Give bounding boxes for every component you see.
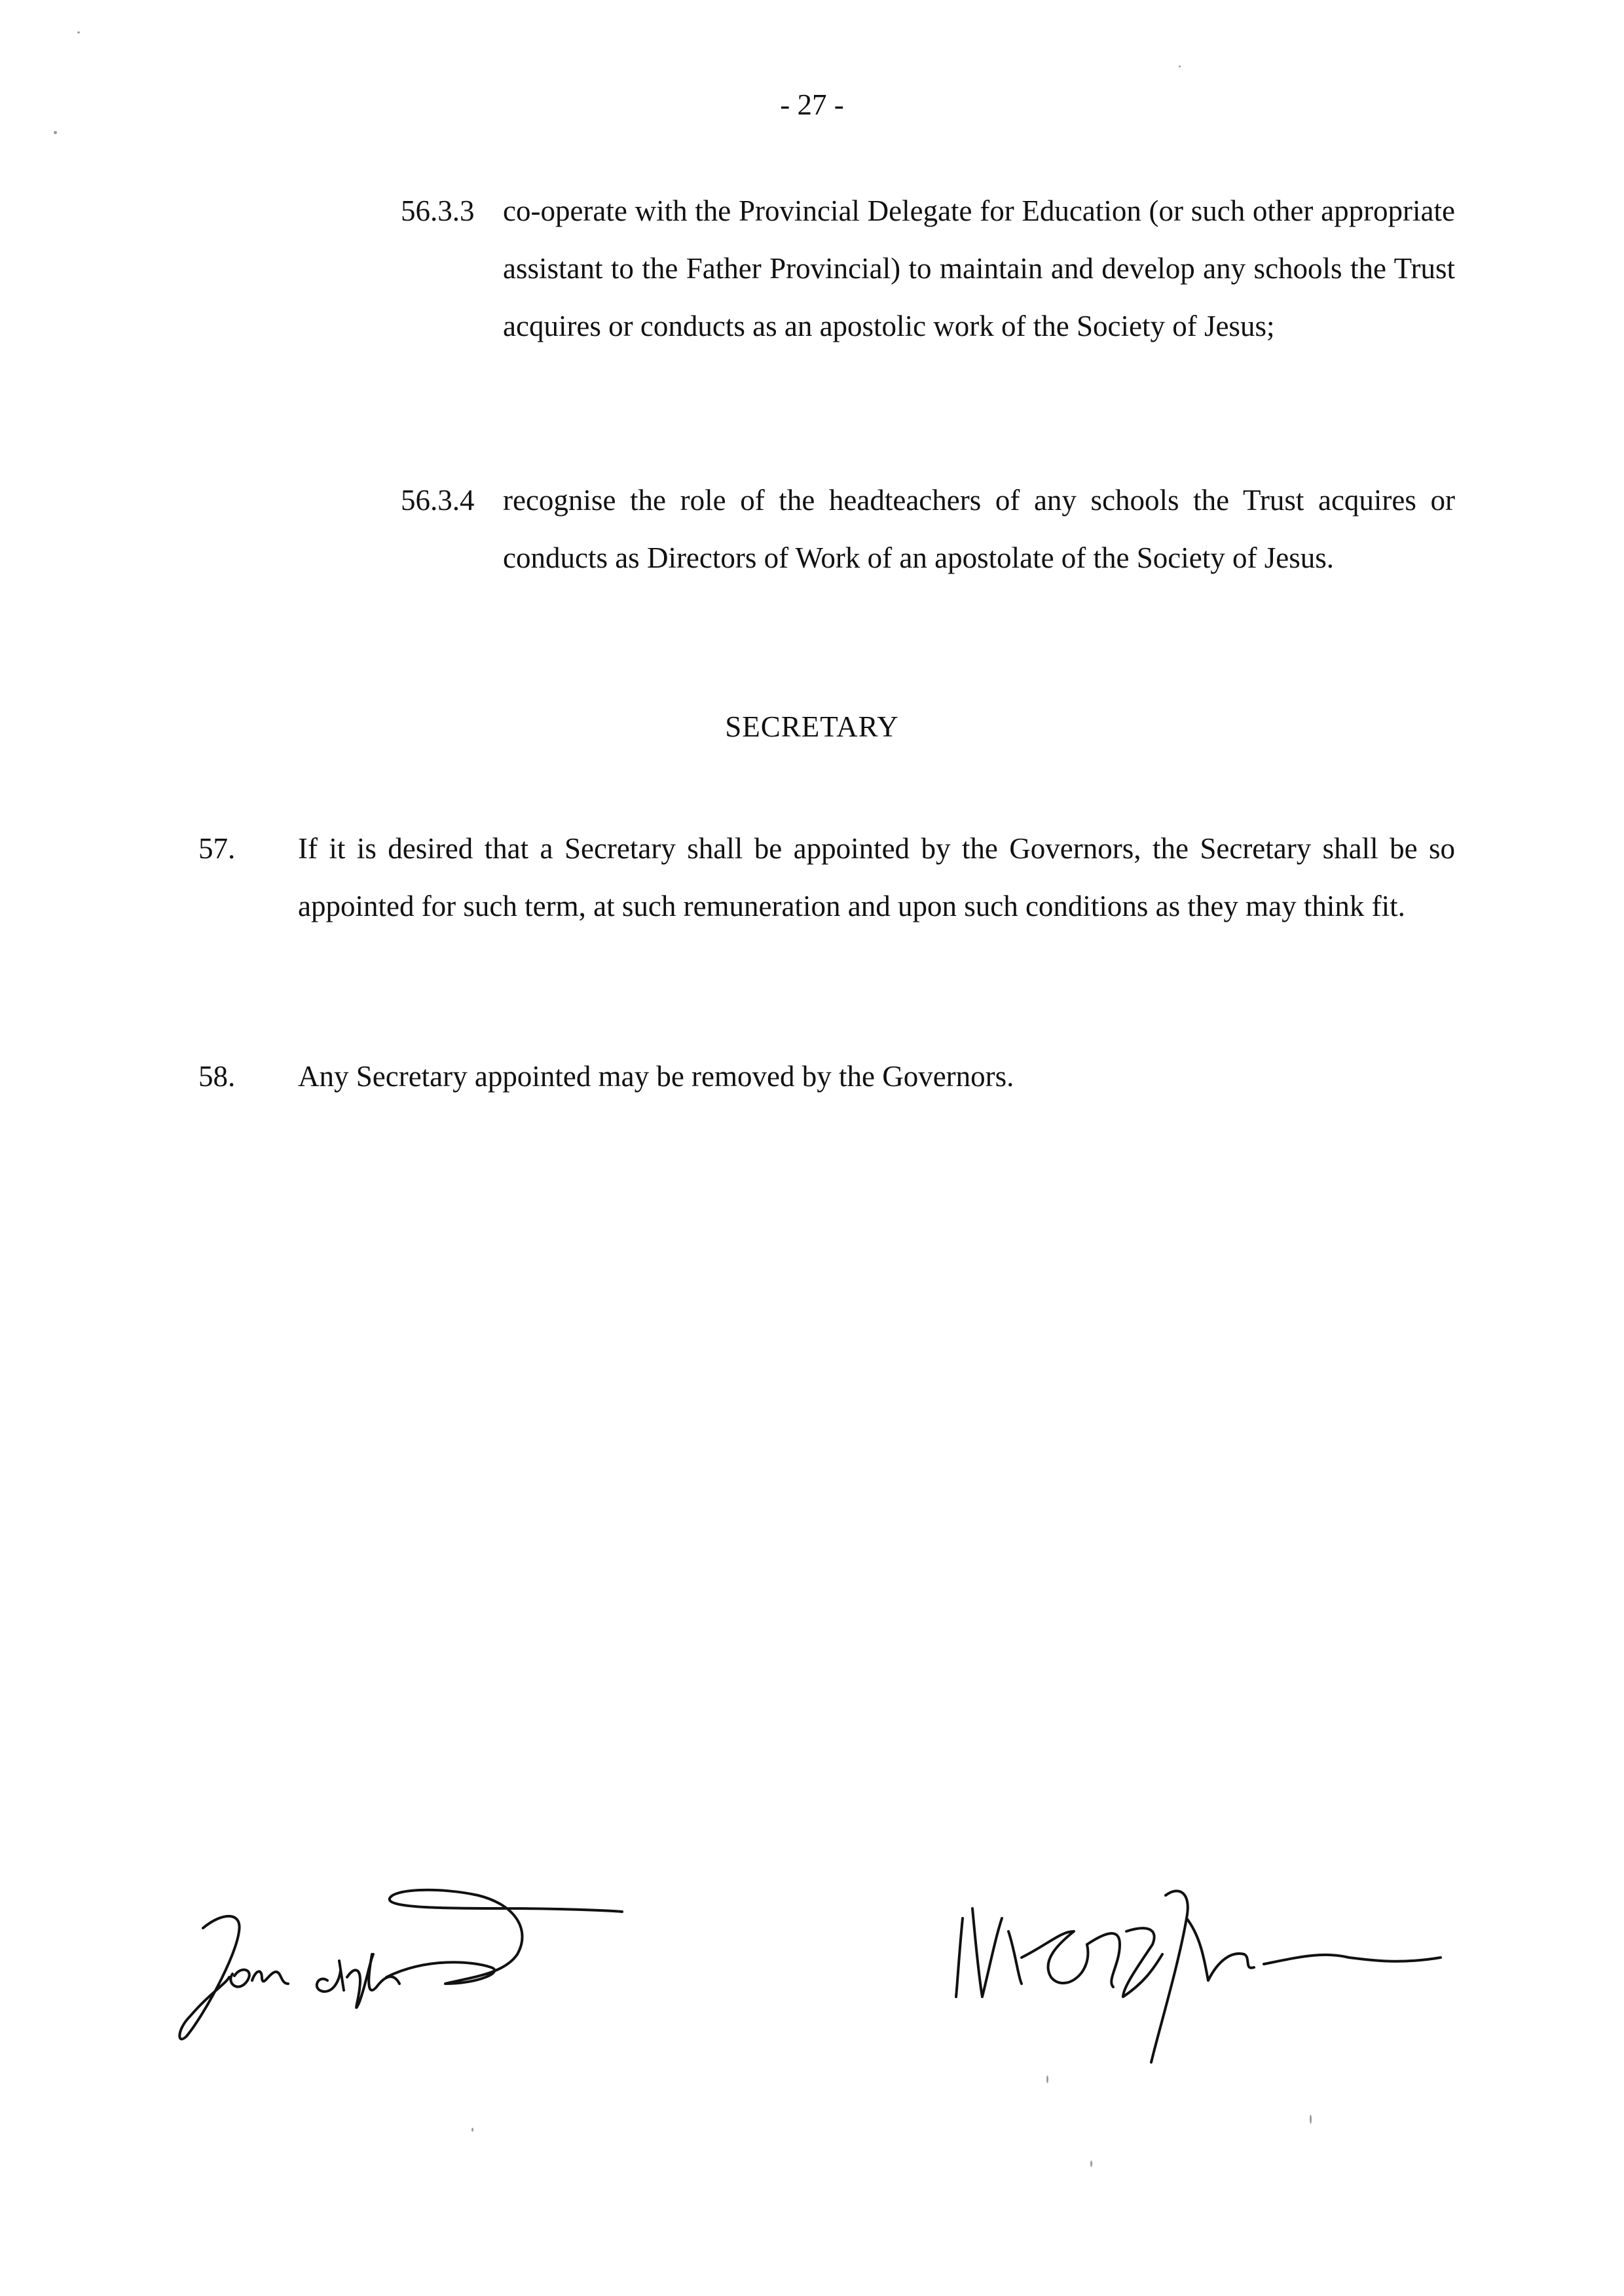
scan-speck [1046, 2075, 1048, 2083]
signature-right [943, 1846, 1532, 2095]
scan-speck [471, 2128, 473, 2132]
section-heading: SECRETARY [725, 710, 899, 743]
page-number: - 27 - [780, 88, 844, 121]
scan-speck [1090, 2160, 1092, 2167]
clause-58 [198, 1048, 1455, 1105]
clause-number: 58. [198, 1060, 236, 1093]
scan-speck [1179, 65, 1181, 67]
scan-speck [54, 131, 57, 134]
clause-text: co-operate with the Provincial Delegate for Education (or such other appropriate assistant to the Father Provincial) to maintain and develop any schools the Trust acquires or conducts as an apostolic work of the Society of Jesus; [503, 194, 1455, 342]
clause-57 [198, 820, 1455, 935]
scan-speck [1310, 2115, 1312, 2124]
clause-56-3-4 [401, 471, 1455, 587]
clause-56-3-3 [401, 182, 1455, 355]
clause-number: 56.3.3 [401, 194, 475, 227]
clause-text: Any Secretary appointed may be removed by the Governors. [298, 1060, 1014, 1093]
clause-number: 56.3.4 [401, 484, 475, 517]
scan-speck [77, 31, 80, 33]
clause-text: recognise the role of the headteachers of any schools the Trust acquires or conducts as Directors of Work of an apostolate of the Society of Jesus. [503, 484, 1455, 574]
clause-number: 57. [198, 832, 236, 865]
signature-left [164, 1827, 635, 2062]
clause-text: If it is desired that a Secretary shall be appointed by the Governors, the Secretary shall be so appointed for such term, at such remuneration and upon such conditions as they may think fit. [298, 832, 1455, 922]
